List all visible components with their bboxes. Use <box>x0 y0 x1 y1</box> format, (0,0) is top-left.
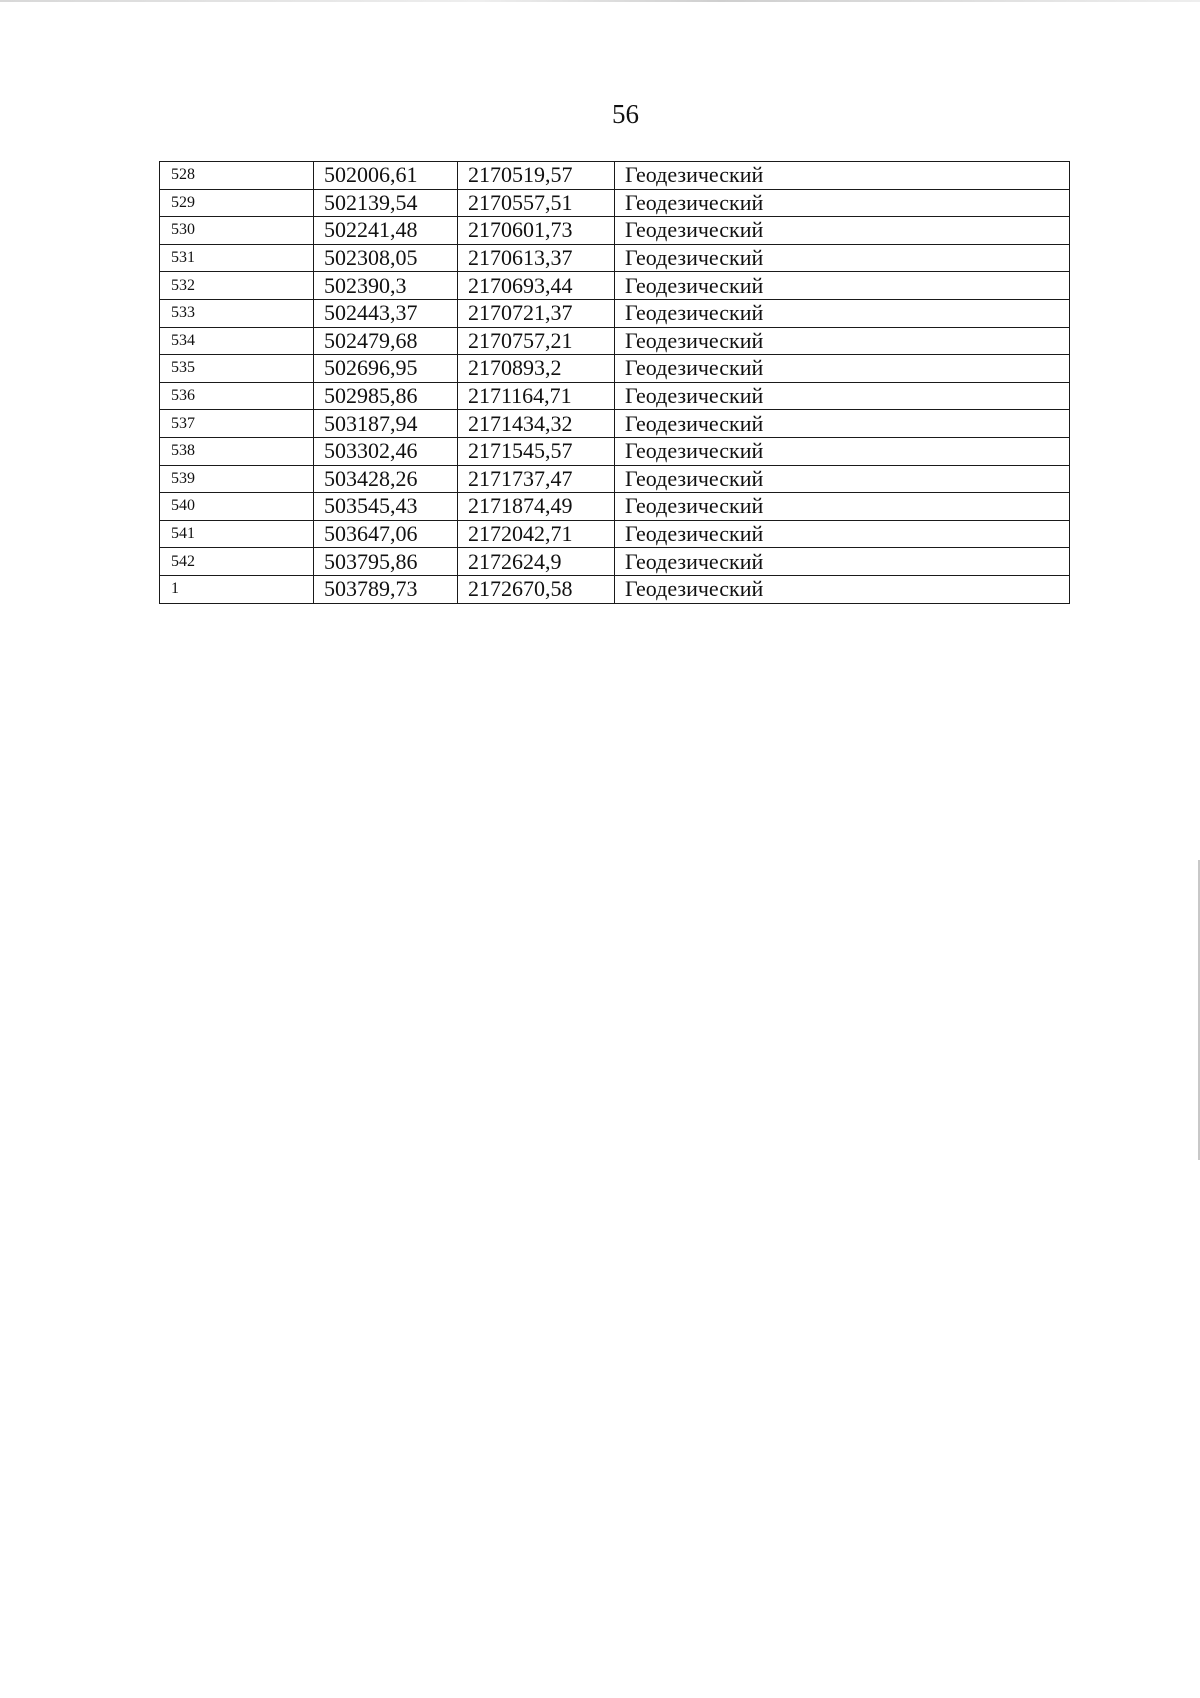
y-coordinate-cell: 2172042,71 <box>458 520 615 548</box>
method-cell: Геодезический <box>615 575 1070 603</box>
y-coordinate-cell: 2171434,32 <box>458 410 615 438</box>
table-row <box>160 382 1070 410</box>
table-row <box>160 410 1070 438</box>
table-row <box>160 548 1070 576</box>
table-row <box>160 272 1070 300</box>
point-number-cell: 532 <box>160 272 314 300</box>
method-cell: Геодезический <box>615 520 1070 548</box>
x-coordinate-cell: 502308,05 <box>314 244 458 272</box>
table-row <box>160 162 1070 190</box>
x-coordinate-cell: 502443,37 <box>314 299 458 327</box>
table-row <box>160 189 1070 217</box>
y-coordinate-cell: 2170613,37 <box>458 244 615 272</box>
y-coordinate-cell: 2170601,73 <box>458 217 615 245</box>
y-coordinate-cell: 2171737,47 <box>458 465 615 493</box>
table-row <box>160 465 1070 493</box>
method-cell: Геодезический <box>615 437 1070 465</box>
coordinates-table <box>159 161 1070 604</box>
x-coordinate-cell: 502139,54 <box>314 189 458 217</box>
table-row <box>160 520 1070 548</box>
point-number-cell: 534 <box>160 327 314 355</box>
table-row <box>160 217 1070 245</box>
point-number-cell: 536 <box>160 382 314 410</box>
table-row <box>160 299 1070 327</box>
method-cell: Геодезический <box>615 355 1070 383</box>
y-coordinate-cell: 2170893,2 <box>458 355 615 383</box>
point-number-cell: 529 <box>160 189 314 217</box>
point-number-cell: 535 <box>160 355 314 383</box>
point-number-cell: 1 <box>160 575 314 603</box>
point-number-cell: 538 <box>160 437 314 465</box>
x-coordinate-cell: 503795,86 <box>314 548 458 576</box>
point-number-cell: 533 <box>160 299 314 327</box>
method-cell: Геодезический <box>615 272 1070 300</box>
y-coordinate-cell: 2170757,21 <box>458 327 615 355</box>
x-coordinate-cell: 503647,06 <box>314 520 458 548</box>
x-coordinate-cell: 503187,94 <box>314 410 458 438</box>
y-coordinate-cell: 2171164,71 <box>458 382 615 410</box>
method-cell: Геодезический <box>615 327 1070 355</box>
point-number-cell: 528 <box>160 162 314 190</box>
x-coordinate-cell: 503428,26 <box>314 465 458 493</box>
x-coordinate-cell: 503545,43 <box>314 493 458 521</box>
point-number-cell: 542 <box>160 548 314 576</box>
x-coordinate-cell: 502985,86 <box>314 382 458 410</box>
point-number-cell: 539 <box>160 465 314 493</box>
table-row <box>160 327 1070 355</box>
x-coordinate-cell: 502006,61 <box>314 162 458 190</box>
y-coordinate-cell: 2171874,49 <box>458 493 615 521</box>
point-number-cell: 540 <box>160 493 314 521</box>
table-row <box>160 575 1070 603</box>
method-cell: Геодезический <box>615 548 1070 576</box>
x-coordinate-cell: 502696,95 <box>314 355 458 383</box>
x-coordinate-cell: 503302,46 <box>314 437 458 465</box>
y-coordinate-cell: 2171545,57 <box>458 437 615 465</box>
table-row <box>160 355 1070 383</box>
method-cell: Геодезический <box>615 410 1070 438</box>
table-row <box>160 244 1070 272</box>
method-cell: Геодезический <box>615 299 1070 327</box>
x-coordinate-cell: 502390,3 <box>314 272 458 300</box>
scan-edge-top <box>0 0 1200 2</box>
method-cell: Геодезический <box>615 217 1070 245</box>
y-coordinate-cell: 2170519,57 <box>458 162 615 190</box>
method-cell: Геодезический <box>615 465 1070 493</box>
point-number-cell: 530 <box>160 217 314 245</box>
point-number-cell: 537 <box>160 410 314 438</box>
y-coordinate-cell: 2172670,58 <box>458 575 615 603</box>
point-number-cell: 541 <box>160 520 314 548</box>
x-coordinate-cell: 502241,48 <box>314 217 458 245</box>
table-row <box>160 493 1070 521</box>
y-coordinate-cell: 2170557,51 <box>458 189 615 217</box>
table-row <box>160 437 1070 465</box>
method-cell: Геодезический <box>615 162 1070 190</box>
method-cell: Геодезический <box>615 382 1070 410</box>
method-cell: Геодезический <box>615 189 1070 217</box>
y-coordinate-cell: 2170693,44 <box>458 272 615 300</box>
x-coordinate-cell: 503789,73 <box>314 575 458 603</box>
y-coordinate-cell: 2172624,9 <box>458 548 615 576</box>
point-number-cell: 531 <box>160 244 314 272</box>
method-cell: Геодезический <box>615 493 1070 521</box>
x-coordinate-cell: 502479,68 <box>314 327 458 355</box>
method-cell: Геодезический <box>615 244 1070 272</box>
page-number: 56 <box>612 99 639 129</box>
y-coordinate-cell: 2170721,37 <box>458 299 615 327</box>
coordinates-table-body <box>160 162 1070 604</box>
